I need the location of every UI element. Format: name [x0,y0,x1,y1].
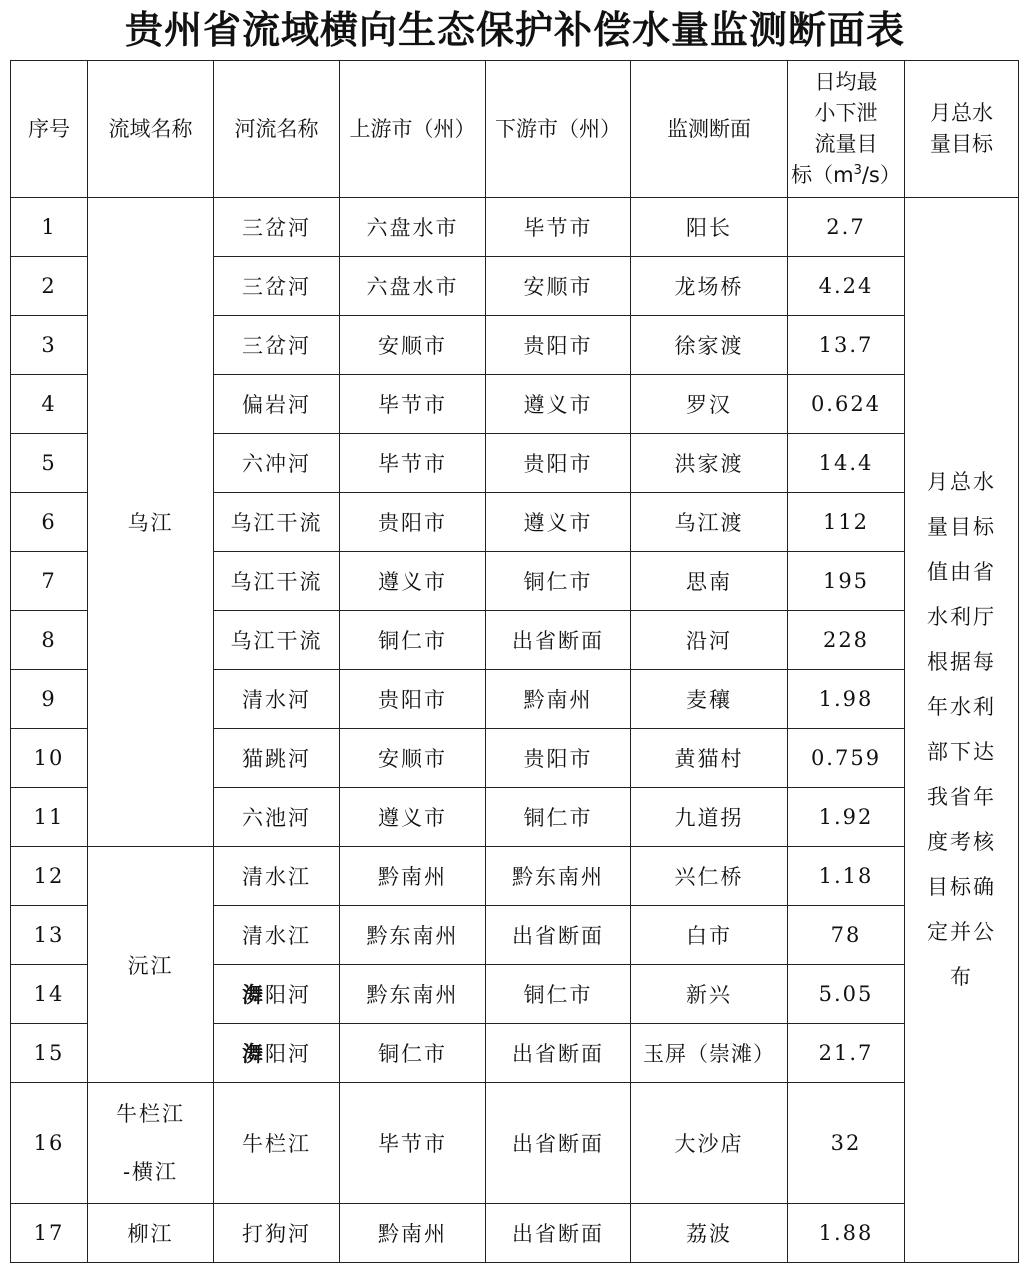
section-cell: 阳长 [631,198,788,257]
flow-cell: 112 [788,493,905,552]
basin-cell: 柳江 [88,1204,214,1263]
upstream-cell: 安顺市 [340,729,486,788]
row-index: 10 [11,729,88,788]
flow-cell: 0.759 [788,729,905,788]
flow-cell: 1.18 [788,847,905,906]
downstream-cell: 出省断面 [486,906,631,965]
row-index: 16 [11,1083,88,1204]
downstream-cell: 黔南州 [486,670,631,729]
header-upstream: 上游市（州） [340,61,486,198]
row-index: 11 [11,788,88,847]
upstream-cell: 铜仁市 [340,611,486,670]
upstream-cell: 六盘水市 [340,198,486,257]
header-index: 序号 [11,61,88,198]
river-cell: 六池河 [214,788,340,847]
river-cell: 㵲阳河 [214,1024,340,1083]
section-cell: 龙场桥 [631,257,788,316]
downstream-cell: 黔东南州 [486,847,631,906]
monthly-note-cell: 月总水 量目标 值由省 水利厅 根据每 年水利 部下达 我省年 度考核 目标确 定并公 布 [905,198,1019,1263]
river-cell: 清水河 [214,670,340,729]
section-cell: 大沙店 [631,1083,788,1204]
row-index: 9 [11,670,88,729]
downstream-cell: 遵义市 [486,493,631,552]
river-cell: 猫跳河 [214,729,340,788]
upstream-cell: 毕节市 [340,1083,486,1204]
row-index: 7 [11,552,88,611]
upstream-cell: 安顺市 [340,316,486,375]
section-cell: 黄猫村 [631,729,788,788]
monitoring-table [10,60,1019,1263]
upstream-cell: 贵阳市 [340,670,486,729]
section-cell: 罗汉 [631,375,788,434]
page-title: 贵州省流域横向生态保护补偿水量监测断面表 [124,8,905,52]
downstream-cell: 铜仁市 [486,788,631,847]
row-index: 1 [11,198,88,257]
section-cell: 玉屏（崇滩） [631,1024,788,1083]
section-cell: 荔波 [631,1204,788,1263]
downstream-cell: 出省断面 [486,1024,631,1083]
river-cell: 三岔河 [214,257,340,316]
flow-cell: 2.7 [788,198,905,257]
row-index: 6 [11,493,88,552]
downstream-cell: 贵阳市 [486,434,631,493]
header-river: 河流名称 [214,61,340,198]
downstream-cell: 毕节市 [486,198,631,257]
upstream-cell: 毕节市 [340,434,486,493]
section-cell: 麦穰 [631,670,788,729]
flow-cell: 78 [788,906,905,965]
downstream-cell: 出省断面 [486,611,631,670]
section-cell: 白市 [631,906,788,965]
row-index: 4 [11,375,88,434]
header-monthly-target: 月总水 量目标 [905,61,1019,198]
river-cell: 打狗河 [214,1204,340,1263]
section-cell: 九道拐 [631,788,788,847]
row-index: 12 [11,847,88,906]
river-cell: 三岔河 [214,316,340,375]
downstream-cell: 铜仁市 [486,552,631,611]
section-cell: 思南 [631,552,788,611]
table-row [11,1083,1019,1204]
row-index: 8 [11,611,88,670]
table-row [11,198,1019,257]
row-index: 14 [11,965,88,1024]
flow-cell: 1.92 [788,788,905,847]
upstream-cell: 遵义市 [340,788,486,847]
river-cell: 六冲河 [214,434,340,493]
downstream-cell: 出省断面 [486,1204,631,1263]
upstream-cell: 毕节市 [340,375,486,434]
section-cell: 洪家渡 [631,434,788,493]
basin-cell: 牛栏江 -横江 [88,1083,214,1204]
downstream-cell: 贵阳市 [486,729,631,788]
upstream-cell: 六盘水市 [340,257,486,316]
basin-cell: 沅江 [88,847,214,1083]
downstream-cell: 遵义市 [486,375,631,434]
flow-cell: 1.88 [788,1204,905,1263]
upstream-cell: 黔南州 [340,1204,486,1263]
upstream-cell: 黔南州 [340,847,486,906]
river-cell: 清水江 [214,906,340,965]
upstream-cell: 黔东南州 [340,965,486,1024]
header-flow-target: 日均最 小下泄 流量目 标$(m^3/s)$ [788,61,905,198]
downstream-cell: 铜仁市 [486,965,631,1024]
header-downstream: 下游市（州） [486,61,631,198]
upstream-cell: 贵阳市 [340,493,486,552]
basin-cell: 乌江 [88,198,214,847]
flow-cell: 32 [788,1083,905,1204]
row-index: 3 [11,316,88,375]
flow-cell: 195 [788,552,905,611]
upstream-cell: 遵义市 [340,552,486,611]
flow-cell: 21.7 [788,1024,905,1083]
downstream-cell: 贵阳市 [486,316,631,375]
downstream-cell: 出省断面 [486,1083,631,1204]
section-cell: 兴仁桥 [631,847,788,906]
header-row [11,61,1019,198]
river-cell: 乌江干流 [214,611,340,670]
river-cell: 清水江 [214,847,340,906]
flow-cell: 5.05 [788,965,905,1024]
table-row [11,847,1019,906]
section-cell: 乌江渡 [631,493,788,552]
river-cell: 牛栏江 [214,1083,340,1204]
river-cell: 乌江干流 [214,552,340,611]
flow-cell: 1.98 [788,670,905,729]
river-cell: 乌江干流 [214,493,340,552]
section-cell: 徐家渡 [631,316,788,375]
flow-cell: 228 [788,611,905,670]
row-index: 17 [11,1204,88,1263]
upstream-cell: 铜仁市 [340,1024,486,1083]
section-cell: 沿河 [631,611,788,670]
upstream-cell: 黔东南州 [340,906,486,965]
section-cell: 新兴 [631,965,788,1024]
river-cell: 㵲阳河 [214,965,340,1024]
row-index: 13 [11,906,88,965]
row-index: 15 [11,1024,88,1083]
flow-cell: 4.24 [788,257,905,316]
row-index: 2 [11,257,88,316]
flow-cell: 13.7 [788,316,905,375]
row-index: 5 [11,434,88,493]
flow-cell: 14.4 [788,434,905,493]
table-row [11,1204,1019,1263]
header-basin: 流域名称 [88,61,214,198]
header-section: 监测断面 [631,61,788,198]
river-cell: 偏岩河 [214,375,340,434]
flow-cell: 0.624 [788,375,905,434]
downstream-cell: 安顺市 [486,257,631,316]
river-cell: 三岔河 [214,198,340,257]
